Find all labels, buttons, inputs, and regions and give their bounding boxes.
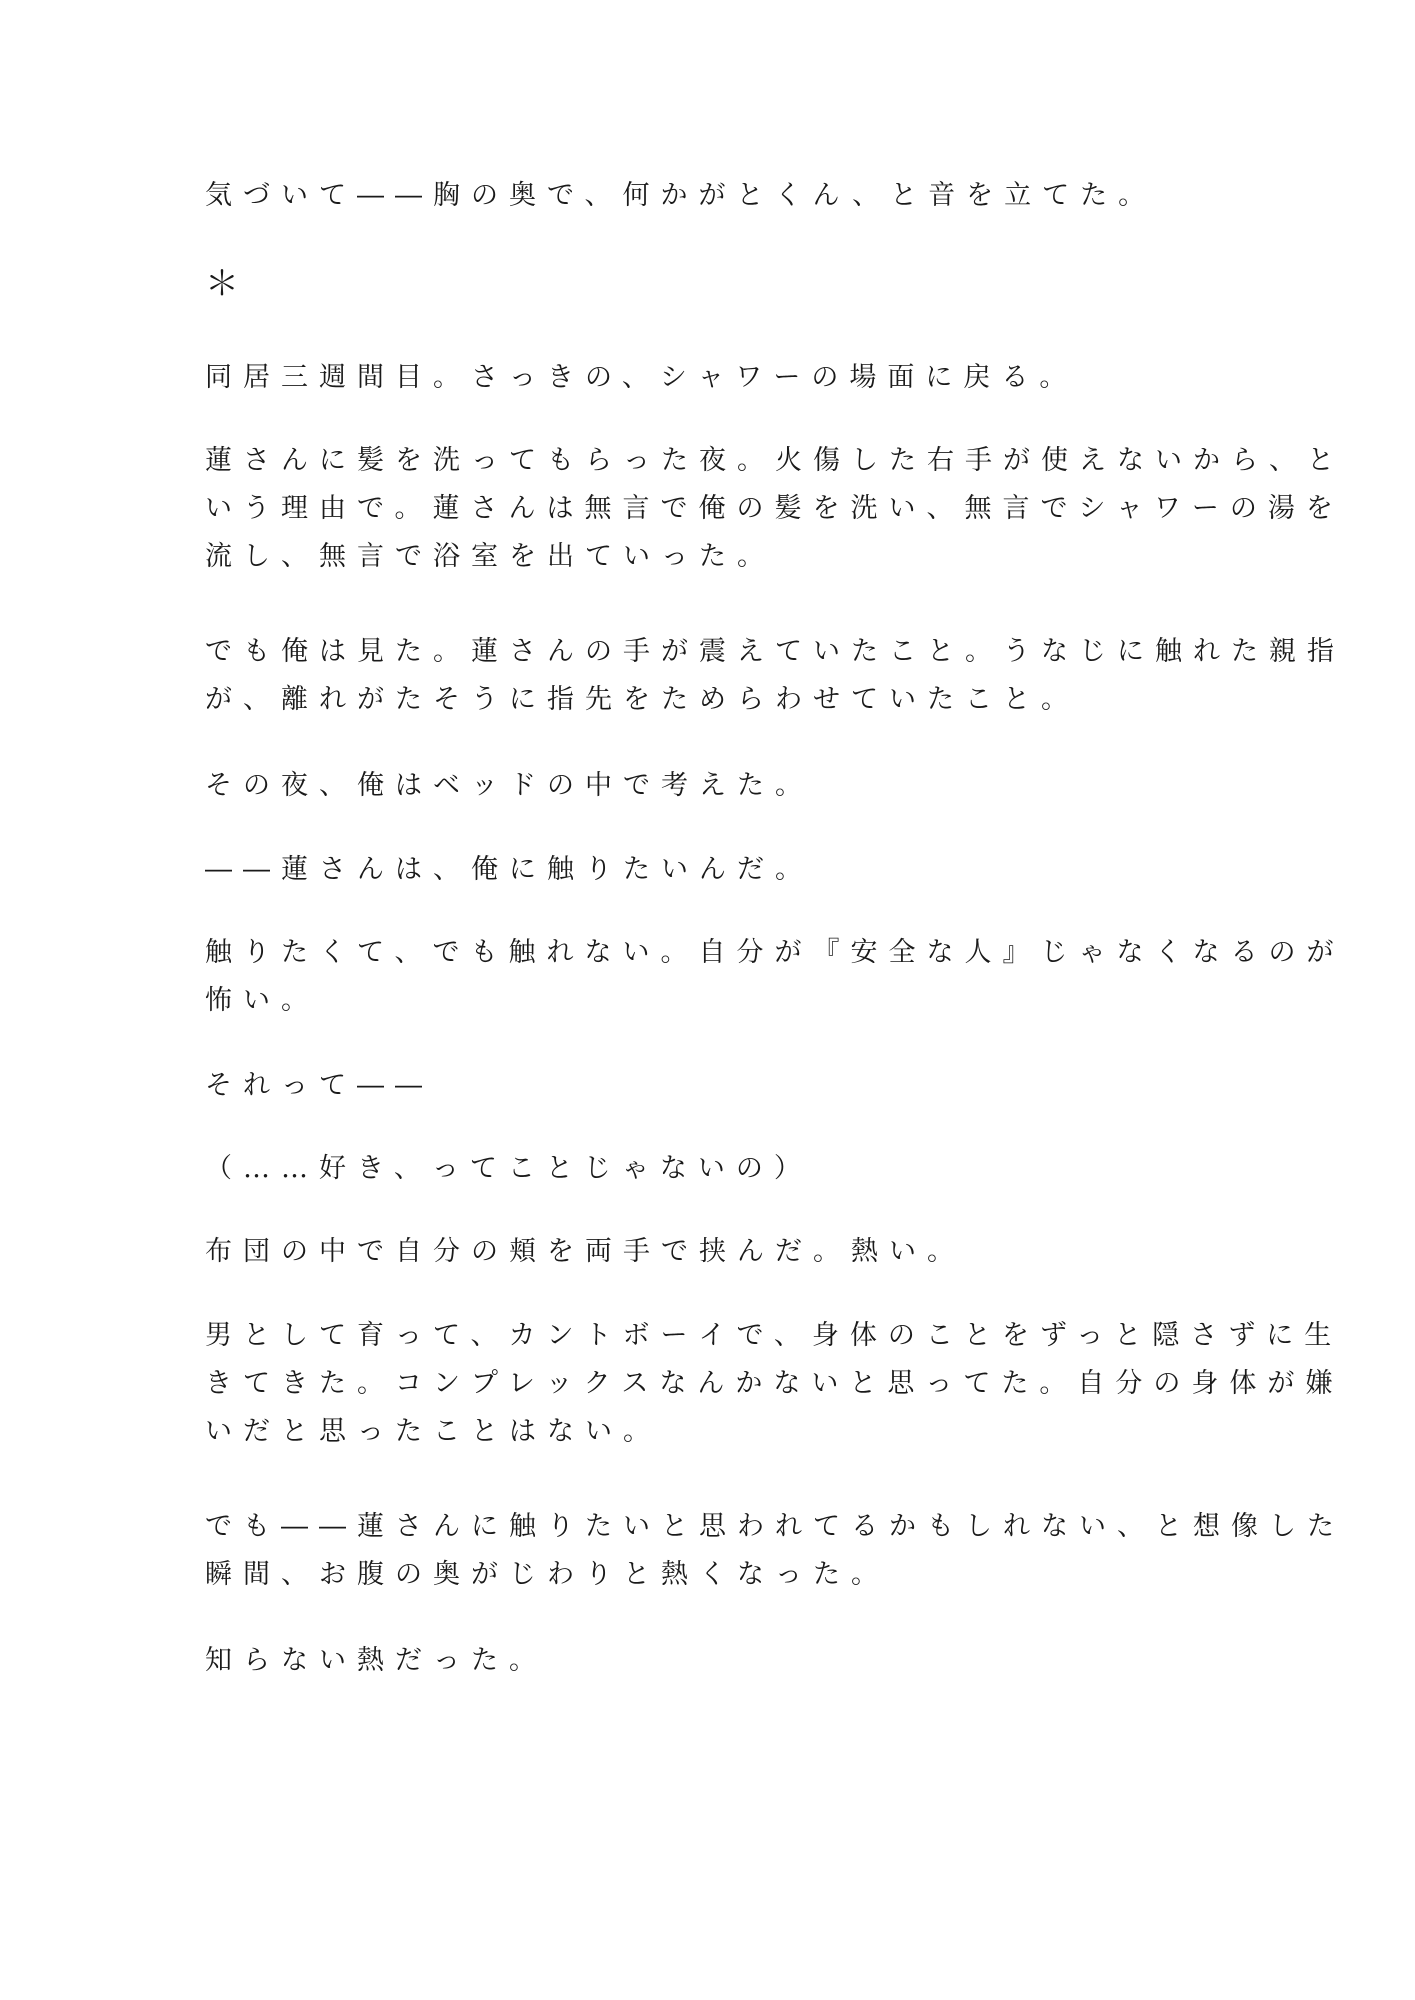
paragraph <box>205 437 1345 581</box>
text-line: いだと思ったことはない。 <box>205 1416 661 1447</box>
text-line: 布団の中で自分の頬を両手で挟んだ。熱い。 <box>205 1236 965 1267</box>
text-line: でも俺は見た。蓮さんの手が震えていたこと。うなじに触れた親指 <box>205 636 1345 667</box>
text-line: （……好き、ってことじゃないの） <box>205 1153 812 1184</box>
paragraph <box>205 628 1345 724</box>
text-line: 蓮さんに髪を洗ってもらった夜。火傷した右手が使えないから、と <box>205 445 1345 476</box>
paragraph <box>205 1228 1205 1276</box>
paragraph <box>205 354 1205 402</box>
paragraph <box>205 1312 1344 1456</box>
scene-break-asterisk: ＊ <box>205 264 239 304</box>
paragraph <box>205 1145 1205 1193</box>
paragraph <box>205 1062 1205 1110</box>
text-line: それって―― <box>205 1070 433 1101</box>
paragraph <box>205 762 1205 810</box>
paragraph <box>205 172 1205 220</box>
text-line: でも――蓮さんに触りたいと思われてるかもしれない、と想像した <box>205 1511 1345 1542</box>
text-line: 怖い。 <box>205 985 319 1016</box>
text-line: 知らない熱だった。 <box>205 1645 547 1676</box>
text-line: その夜、俺はベッドの中で考えた。 <box>205 770 813 801</box>
paragraph <box>205 846 1205 894</box>
text-line: きてきた。コンプレックスなんかないと思ってた。自分の身体が嫌 <box>205 1368 1344 1399</box>
text-line: 触りたくて、でも触れない。自分が『安全な人』じゃなくなるのが <box>205 937 1345 968</box>
text-line: 流し、無言で浴室を出ていった。 <box>205 541 775 572</box>
text-line: が、離れがたそうに指先をためらわせていたこと。 <box>205 684 1079 715</box>
paragraph <box>205 929 1345 1025</box>
paragraph <box>205 1637 1205 1685</box>
text-line: 同居三週間目。さっきの、シャワーの場面に戻る。 <box>205 362 1078 393</box>
paragraph <box>205 1503 1345 1599</box>
text-line: いう理由で。蓮さんは無言で俺の髪を洗い、無言でシャワーの湯を <box>205 493 1344 524</box>
text-line: 男として育って、カントボーイで、身体のことをずっと隠さずに生 <box>205 1320 1343 1351</box>
text-line: 瞬間、お腹の奥がじわりと熱くなった。 <box>205 1559 889 1590</box>
text-line: ――蓮さんは、俺に触りたいんだ。 <box>205 854 813 885</box>
scene-break <box>205 260 1205 308</box>
text-line: 気づいて――胸の奥で、何かがとくん、と音を立てた。 <box>205 180 1157 211</box>
